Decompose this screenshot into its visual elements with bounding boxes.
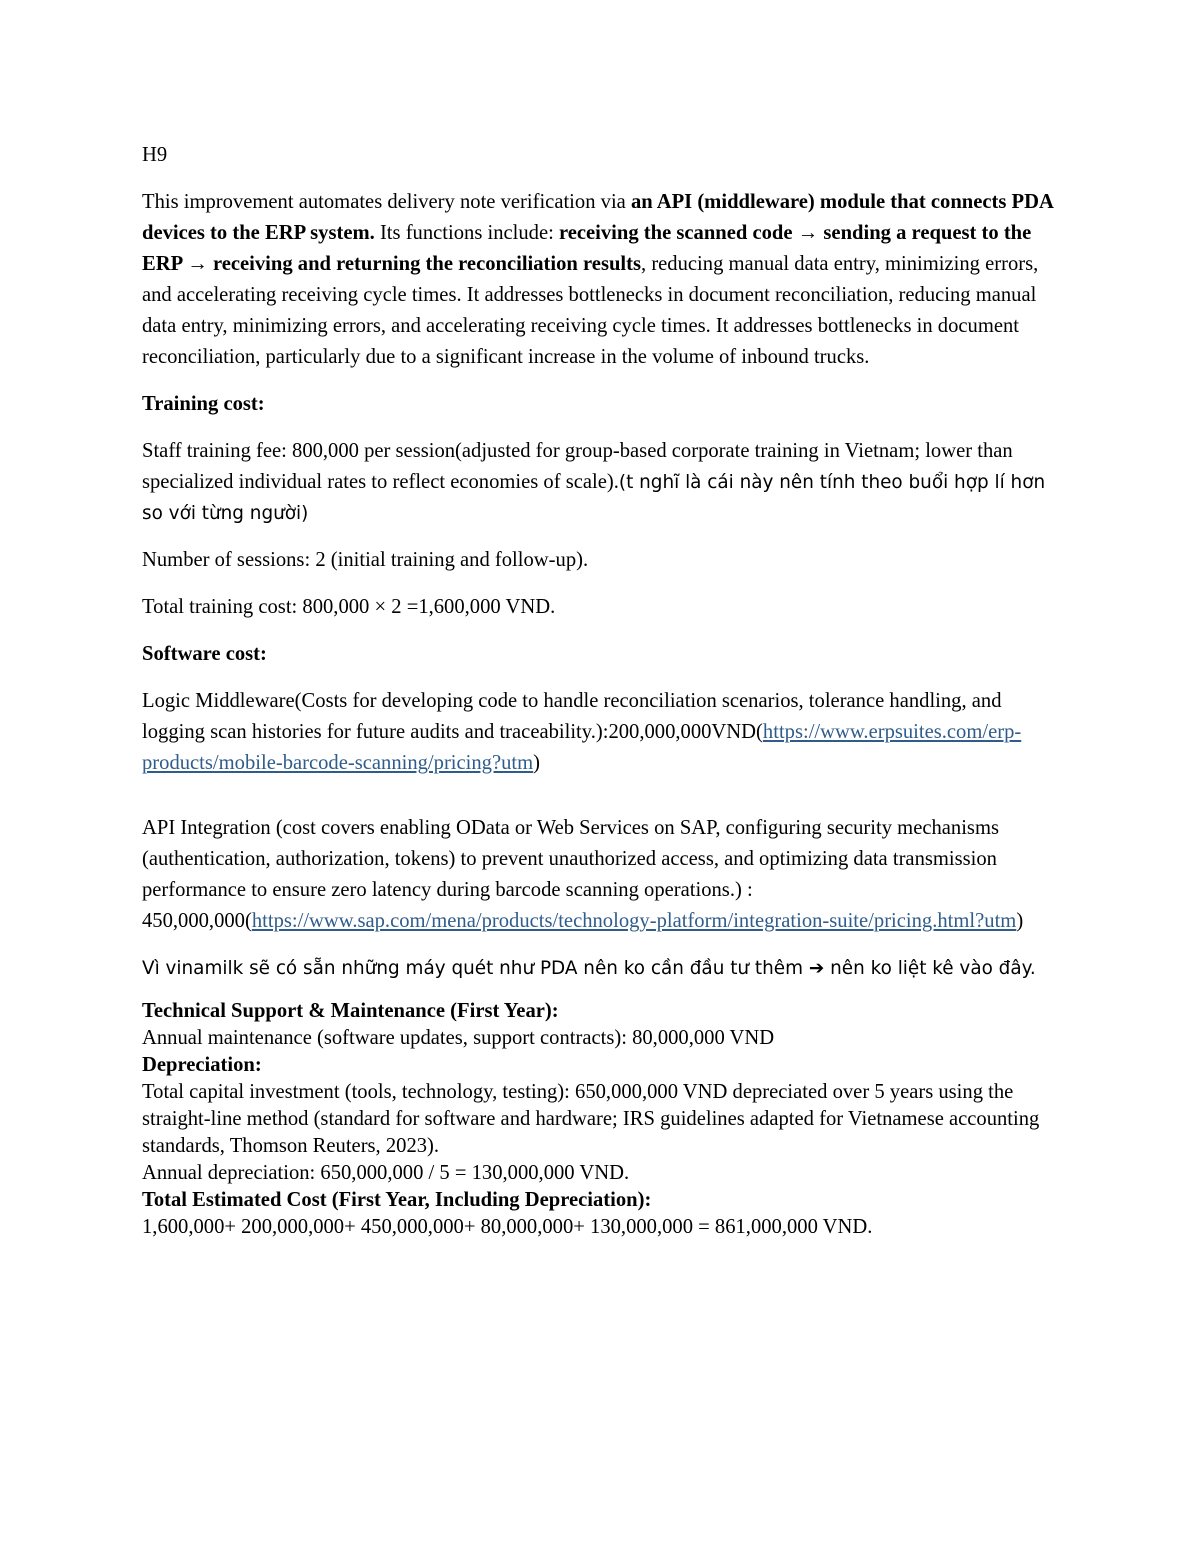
arrow-icon: ➔ <box>808 958 825 979</box>
training-total: Total training cost: 800,000 × 2 =1,600,000 VND. <box>142 596 556 618</box>
intro-bold-1: an API (middleware) module that connects PDA devices to the ERP system. <box>142 191 1053 244</box>
cost-summary-block <box>142 998 1067 1241</box>
api-integration-close: ) <box>1016 910 1024 932</box>
software-heading: Software cost: <box>142 643 267 665</box>
training-heading: Training cost: <box>142 393 265 415</box>
blank-line <box>142 779 1067 813</box>
intro-text-1: This improvement automates delivery note verification via <box>142 191 631 213</box>
total-heading: Total Estimated Cost (First Year, Including Depreciation): <box>142 1189 652 1211</box>
depreciation-heading: Depreciation: <box>142 1054 262 1076</box>
depreciation-text: Total capital investment (tools, technology, testing): 650,000,000 VND depreciated over 5 years using the straight-line method (standard for software and hardware; IRS guidelines adapted for Vietnamese accounting standards, Thomson Reuters, 2023). <box>142 1081 1040 1157</box>
api-integration-paragraph <box>142 813 1067 937</box>
pda-note-text-1: Vì vinamilk sẽ có sẵn những máy quét như PDA nên ko cần đầu tư thêm <box>142 958 809 979</box>
middleware-close: ) <box>533 752 541 774</box>
document-body <box>142 140 1067 1241</box>
intro-paragraph <box>142 187 1067 373</box>
support-heading: Technical Support & Maintenance (First Year): <box>142 1000 559 1022</box>
training-sessions: Number of sessions: 2 (initial training and follow-up). <box>142 549 589 571</box>
intro-text-2: Its functions include: <box>374 222 559 244</box>
total-text: 1,600,000+ 200,000,000+ 450,000,000+ 80,000,000+ 130,000,000 = 861,000,000 VND. <box>142 1216 873 1238</box>
intro-bold-2: receiving the scanned code → sending a request to the ERP → receiving and returning the reconciliation results <box>142 222 1032 275</box>
pda-note-paragraph <box>142 953 1067 984</box>
middleware-paragraph <box>142 686 1067 779</box>
middleware-text: Logic Middleware(Costs for developing code to handle reconciliation scenarios, tolerance handling, and logging scan histories for future audits and traceability.):200,000,000VND( <box>142 690 1002 743</box>
training-fee-text: Staff training fee: 800,000 per session(adjusted for group-based corporate training in Vietnam; lower than specialized individual rates to reflect economies of scale). <box>142 440 1013 493</box>
middleware-pricing-link[interactable]: https://www.erpsuites.com/erp-products/mobile-barcode-scanning/pricing?utm <box>142 721 1022 774</box>
section-heading: H9 <box>142 144 168 166</box>
training-fee-paragraph <box>142 436 1067 529</box>
training-fee-note: (t nghĩ là cái này nên tính theo buổi hợp lí hơn so với từng người) <box>142 472 1046 524</box>
api-pricing-link[interactable]: https://www.sap.com/mena/products/technology-platform/integration-suite/pricing.html?utm <box>251 910 1017 932</box>
api-integration-text: API Integration (cost covers enabling OData or Web Services on SAP, configuring security mechanisms (authentication, authorization, tokens) to prevent unauthorized access, and optimizing data transmission performance to ensure zero latency during barcode scanning operations.) : 450,000,000( <box>142 817 999 932</box>
depreciation-annual: Annual depreciation: 650,000,000 / 5 = 130,000,000 VND. <box>142 1162 630 1184</box>
intro-text-3: , reducing manual data entry, minimizing errors, and accelerating receiving cycle times. It addresses bottlenecks in document reconciliation, reducing manual data entry, minimizing errors, and accelerating receiving cycle times. It addresses bottlenecks in document reconciliation, particularly due to a significant increase in the volume of inbound trucks. <box>142 253 1039 368</box>
pda-note-text-2: nên ko liệt kê vào đây. <box>824 958 1036 979</box>
support-text: Annual maintenance (software updates, support contracts): 80,000,000 VND <box>142 1027 775 1049</box>
